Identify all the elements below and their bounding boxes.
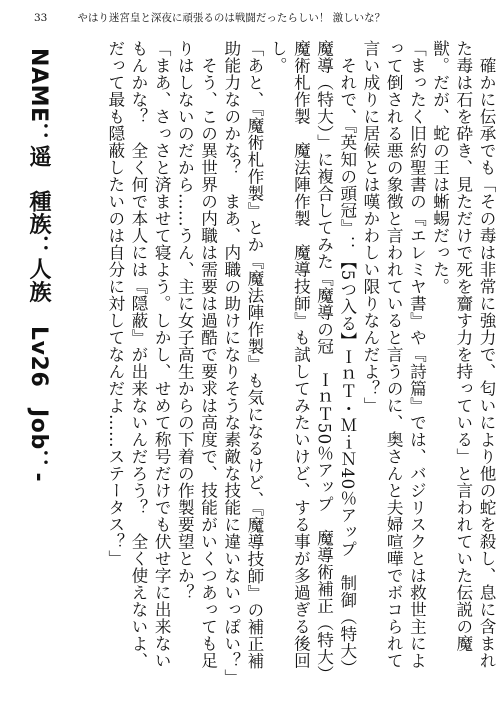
paragraph: 「まあ、さっさと済ませて寝よう。しかし、せめて称号だけでも伏せ字に出来ないもんかな？ 全く何で本人には『隠蔽』が出来ないんだろう？ 全く使えないよ、だって最も隠蔽したいのは自分に対してなんだよ……ステータス？」 [105,40,172,669]
status-job: Job：- [26,409,51,483]
vertical-body-text [78,40,498,692]
status-line [18,48,58,688]
page-number: 33 [34,12,48,24]
status-level: Lv26 [26,325,51,387]
paragraph: それで、『英知の頭冠』：【5つ入る】ＩｎＴ・ＭｉＮ40％アップ 制御（特大）魔導（特大）」に複合してみた『魔導の冠 ＩｎＴ50％アップ 魔導術補正（特大） 魔術札作製 魔法陣作製 魔導技師』も試してみたいけど、する事が多過ぎる後回し。 [268,40,357,692]
chapter-title: やはり迷宮皇と深夜に頑張るのは戦闘だったらしい！ 激しいな？ [77,12,386,24]
paragraph: 「まったく旧約聖書の『エレミヤ書』や『詩篇』では、バジリスクとは救世主によって倒される悪の象徴と言われていると言うのに、奥さんと夫婦喧嘩でボコられて言い成りに居候とは嘆かわしい限りなんだよ？」 [360,40,427,669]
running-header [18,8,488,28]
status-race: 種族：人族 [26,190,51,304]
paragraph: 「あと、『魔術札作製』とか『魔法陣作製』も気になるけど、『魔導技師』の補正補助能力なのかな？ まあ、内職の助けになりそうな素敵な技能に違いないっぽい？」 [221,40,264,686]
paragraph: 確かに伝承でも「その毒は非常に強力で、匂いにより他の蛇を殺し、息に含まれた毒は石を砕き、見ただけで死を齎す力を持っている」と言われていた伝説の魔獣。だが、蛇の王は蜥蜴だった。 [430,40,496,669]
status-name: NAME：遥 [26,48,51,168]
paragraph: そう、この異世界の内職は需要は過酷で要求は高度で、技能がいくつあっても足りはしないのだから……うん、主に女子高生からの下着の作製要望とか？ [175,40,218,669]
